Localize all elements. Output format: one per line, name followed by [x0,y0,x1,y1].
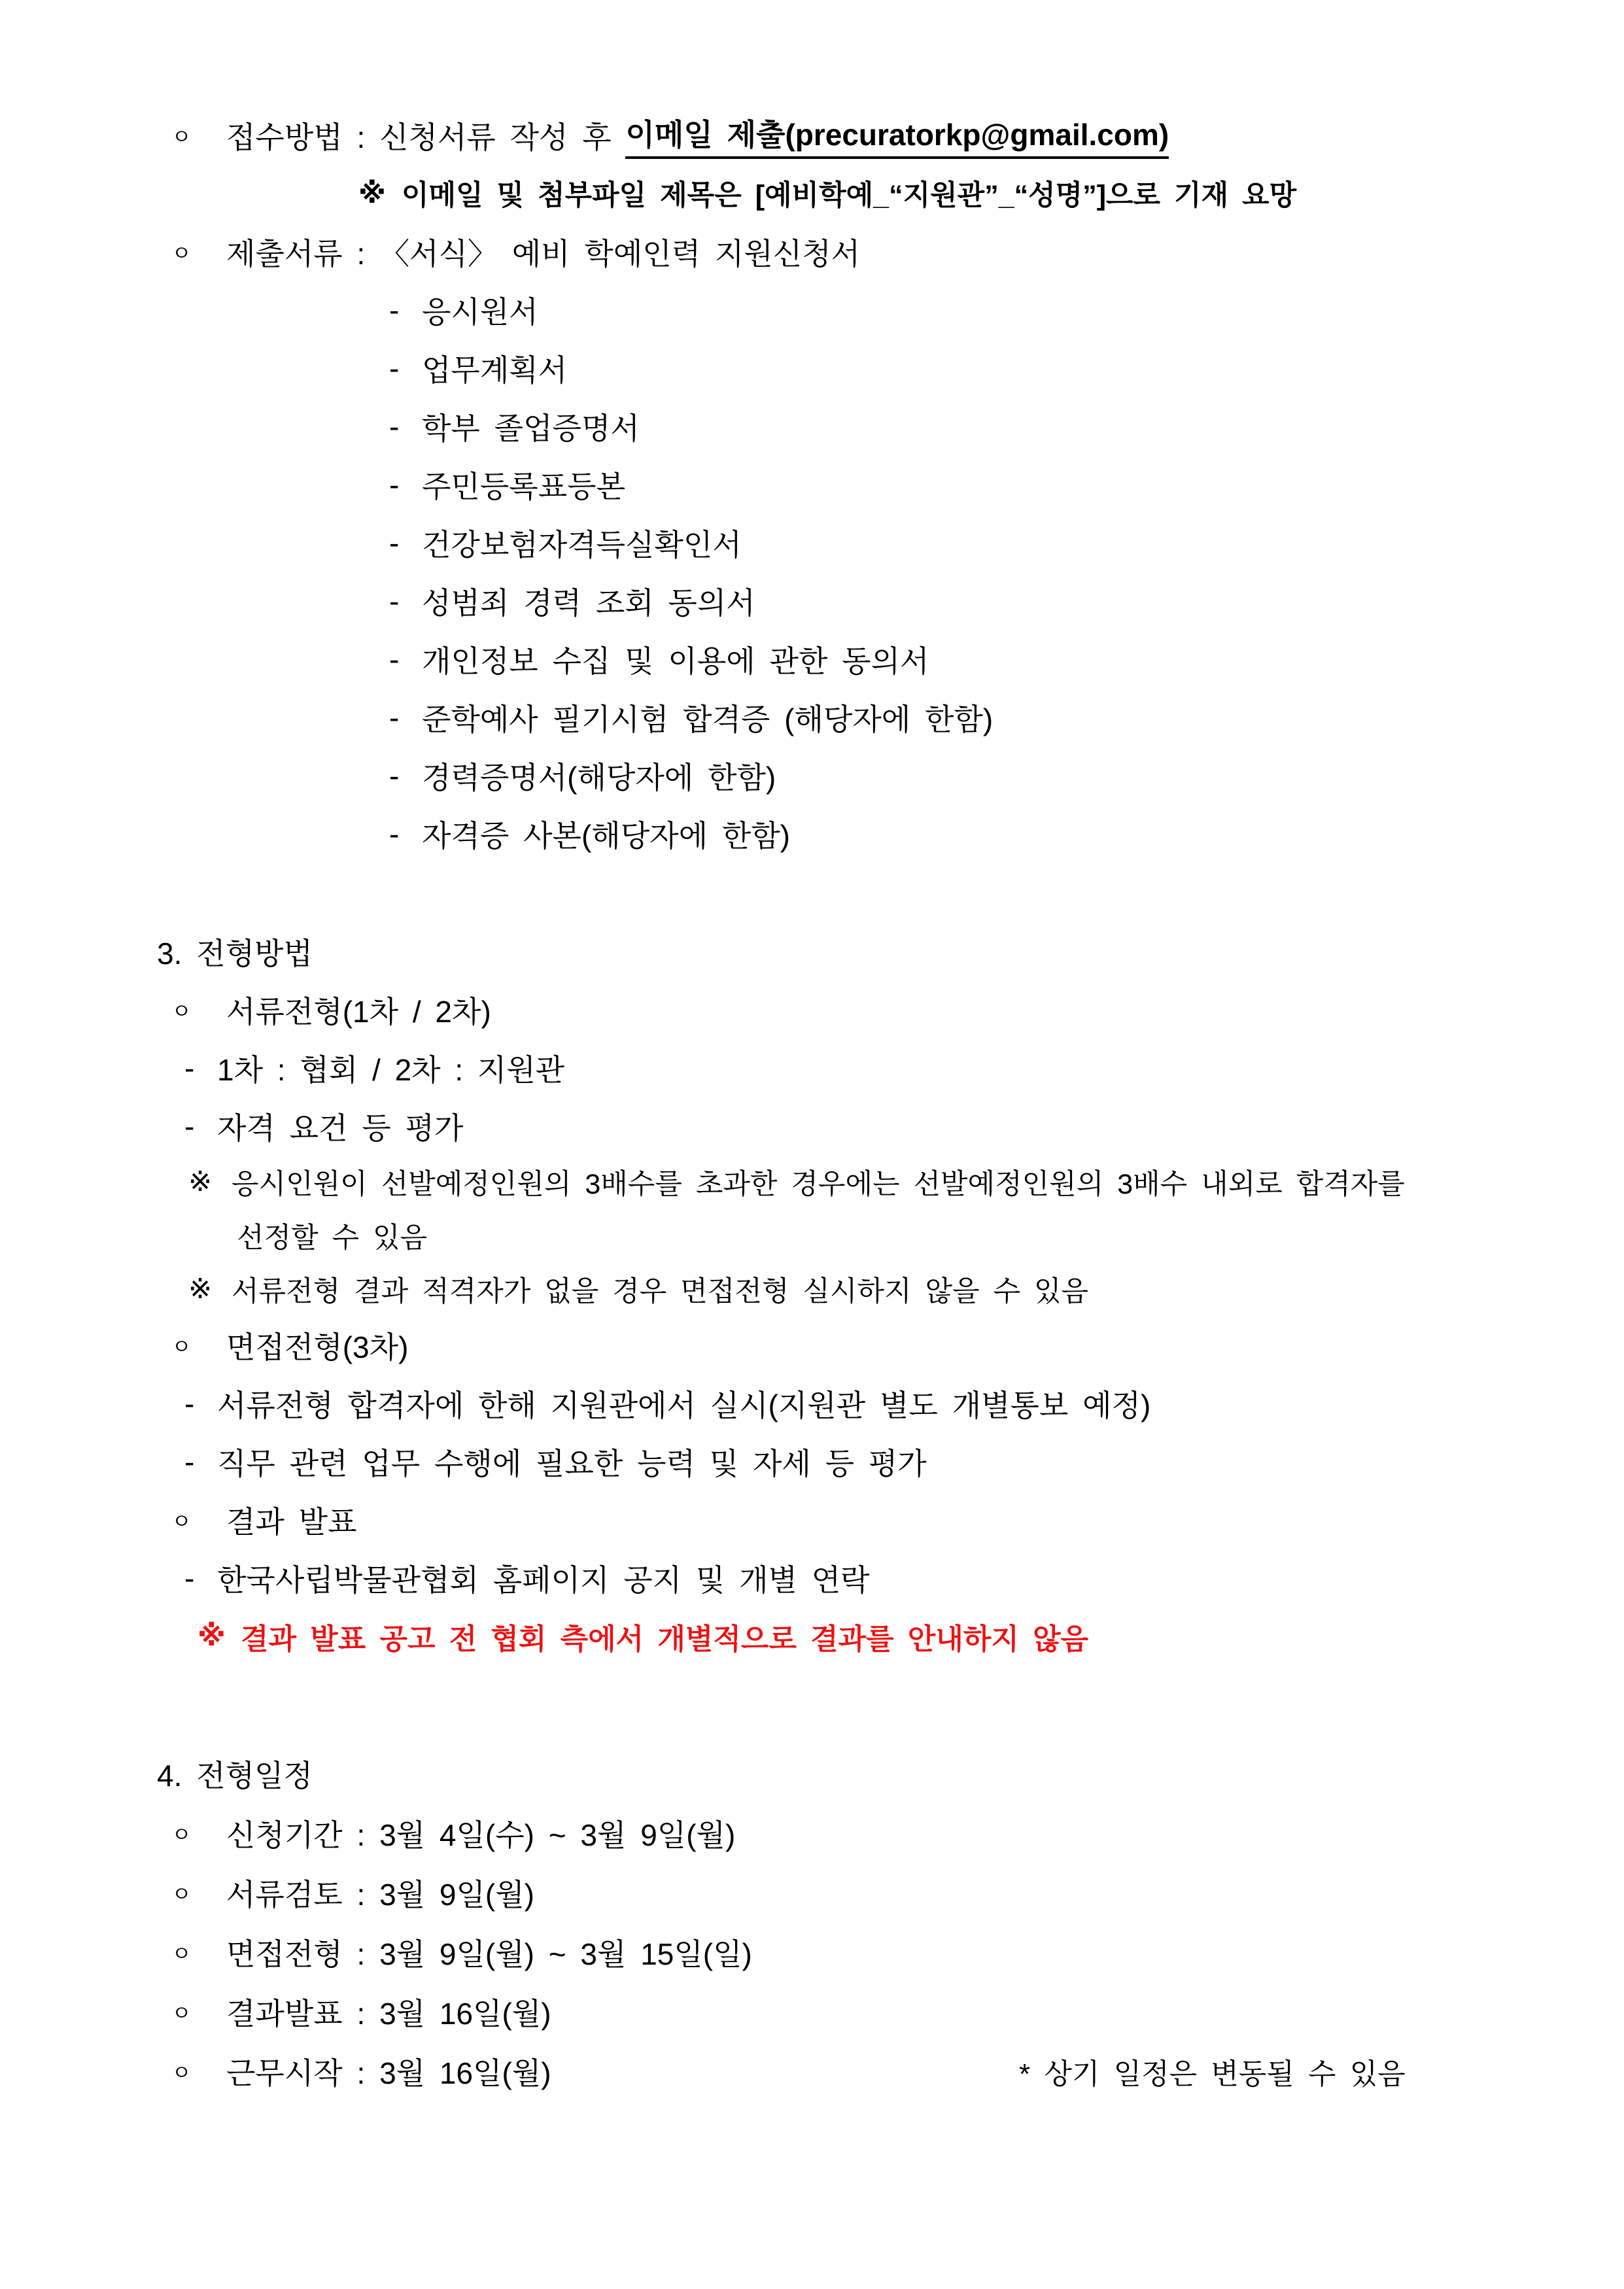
line-interview-detail-1 [0,1374,1624,1432]
schedule-change-note: * 상기 일정은 변동될 수 있음 [1019,2057,1406,2090]
email-title-note-text: 이메일 및 첨부파일 제목은 [예비학예_“지원관”_“성명”]으로 기재 요망 [402,180,1297,211]
dash-bullet: - [389,642,400,676]
circle-bullet: ㅇ [171,1509,192,1533]
document-list-item [0,513,1624,572]
circle-bullet: ㅇ [171,1882,192,1906]
line-required-documents [0,222,1624,281]
line-schedule-work-start [0,2041,1624,2101]
note-triple-text-1: 응시인원이 선발예정인원의 3배수를 초과한 경우에는 선발예정인원의 3배수 내외로 합격자를 [232,1168,1405,1200]
document-list-item [0,630,1624,688]
result-detail-text: 한국사립박물관협회 홈페이지 공지 및 개별 연락 [217,1562,870,1597]
circle-bullet: ㅇ [171,1334,192,1358]
line-doc-screening-rounds [0,1039,1624,1097]
dash-bullet: - [184,1444,195,1479]
line-result-announcement [0,1490,1624,1549]
document-item-text: 응시원서 [422,294,538,329]
schedule-item-text: 결과발표 : 3월 16일(월) [226,1996,551,2031]
line-interview-detail-2 [0,1432,1624,1490]
document-list-item [0,339,1624,397]
dash-bullet: - [389,758,400,793]
schedule-item-text: 면접전형 : 3월 9일(월) ~ 3월 15일(일) [226,1936,752,1971]
line-doc-screening-criteria [0,1097,1624,1155]
result-announcement-text: 결과 발표 [226,1504,357,1539]
dash-bullet: - [389,583,400,618]
document-list-item [0,455,1624,513]
line-email-title-note [0,164,1624,222]
circle-bullet: ㅇ [171,1822,192,1846]
line-result-detail [0,1549,1624,1607]
document-item-text: 자격증 사본(해당자에 한함) [422,818,790,853]
document-list-item [0,804,1624,863]
document-item-text: 학부 졸업증명서 [422,411,640,445]
note-no-candidate-text: 서류전형 결과 적격자가 없을 경우 면접전형 실시하지 않을 수 있음 [232,1275,1089,1307]
email-submit-emphasis: 이메일 제출(precuratorkp@gmail.com) [625,111,1169,159]
line-note-no-candidate [0,1262,1624,1316]
section-heading-selection-method [0,922,1624,980]
line-interview [0,1316,1624,1374]
doc-screening-text: 서류전형(1차 / 2차) [226,994,491,1029]
section-gap [0,863,1624,922]
line-note-triple-quota-1 [0,1155,1624,1209]
circle-bullet: ㅇ [171,2060,192,2084]
interview-text: 면접전형(3차) [226,1330,409,1364]
schedule-item-text: 서류검토 : 3월 9일(월) [226,1877,534,1912]
circle-bullet: ㅇ [171,124,192,148]
result-warning-text: 결과 발표 공고 전 협회 측에서 개별적으로 결과를 안내하지 않음 [241,1623,1089,1655]
interview-detail-1-text: 서류전형 합격자에 한해 지원관에서 실시(지원관 별도 개별통보 예정) [217,1388,1151,1422]
dash-bullet: - [184,1386,195,1420]
schedule-item-text: 신청기간 : 3월 4일(수) ~ 3월 9일(월) [226,1817,736,1852]
document-list-item [0,397,1624,455]
doc-screening-criteria-text: 자격 요건 등 평가 [217,1110,464,1145]
circle-bullet: ㅇ [171,2001,192,2025]
dash-bullet: - [184,1050,195,1085]
document-item-text: 준학예사 필기시험 합격증 (해당자에 한함) [422,702,993,736]
heading-text: 4. 전형일정 [157,1758,313,1793]
dash-bullet: - [389,467,400,502]
reference-mark: ※ [188,1273,213,1305]
dash-bullet: - [389,351,400,385]
note-triple-text-2: 선정할 수 있음 [237,1222,428,1254]
line-schedule-apply-period [0,1803,1624,1863]
document-item-text: 개인정보 수집 및 이용에 관한 동의서 [422,644,929,678]
line-schedule-result [0,1982,1624,2041]
section-gap [0,1665,1624,1744]
document-item-text: 건강보험자격득실확인서 [422,527,742,562]
dash-bullet: - [389,816,400,851]
line-reception-method [0,106,1624,164]
circle-bullet: ㅇ [171,1941,192,1965]
document-list-item [0,746,1624,804]
document-item-text: 업무계획서 [422,353,568,387]
reference-mark: ※ [198,1620,226,1652]
dash-bullet: - [389,409,400,443]
required-documents-text: 제출서류 : 〈서식〉 예비 학예인력 지원신청서 [226,236,861,271]
document-list-item [0,688,1624,746]
doc-screening-rounds-text: 1차 : 협회 / 2차 : 지원관 [217,1052,565,1087]
dash-bullet: - [184,1560,195,1595]
section-heading-schedule [0,1744,1624,1803]
document-item-text: 주민등록표등본 [422,469,626,504]
line-note-triple-quota-2 [0,1209,1624,1262]
document-list-item [0,281,1624,339]
schedule-item-text: 근무시작 : 3월 16일(월) [226,2056,551,2090]
circle-bullet: ㅇ [171,241,192,265]
dash-bullet: - [389,525,400,560]
circle-bullet: ㅇ [171,999,192,1023]
line-schedule-doc-review [0,1863,1624,1922]
dash-bullet: - [389,292,400,327]
document-item-text: 성범죄 경력 조회 동의서 [422,585,755,620]
dash-bullet: - [389,700,400,734]
line-doc-screening [0,980,1624,1039]
interview-detail-2-text: 직무 관련 업무 수행에 필요한 능력 및 자세 등 평가 [217,1446,927,1481]
reception-method-text: 접수방법 : 신청서류 작성 후 [226,120,626,154]
reference-mark: ※ [358,177,386,209]
heading-text: 3. 전형방법 [157,936,313,971]
dash-bullet: - [184,1109,195,1143]
line-result-warning [0,1607,1624,1665]
line-schedule-interview [0,1922,1624,1982]
document-list-item [0,572,1624,630]
document-item-text: 경력증명서(해당자에 한함) [422,760,776,795]
reference-mark: ※ [188,1166,213,1197]
